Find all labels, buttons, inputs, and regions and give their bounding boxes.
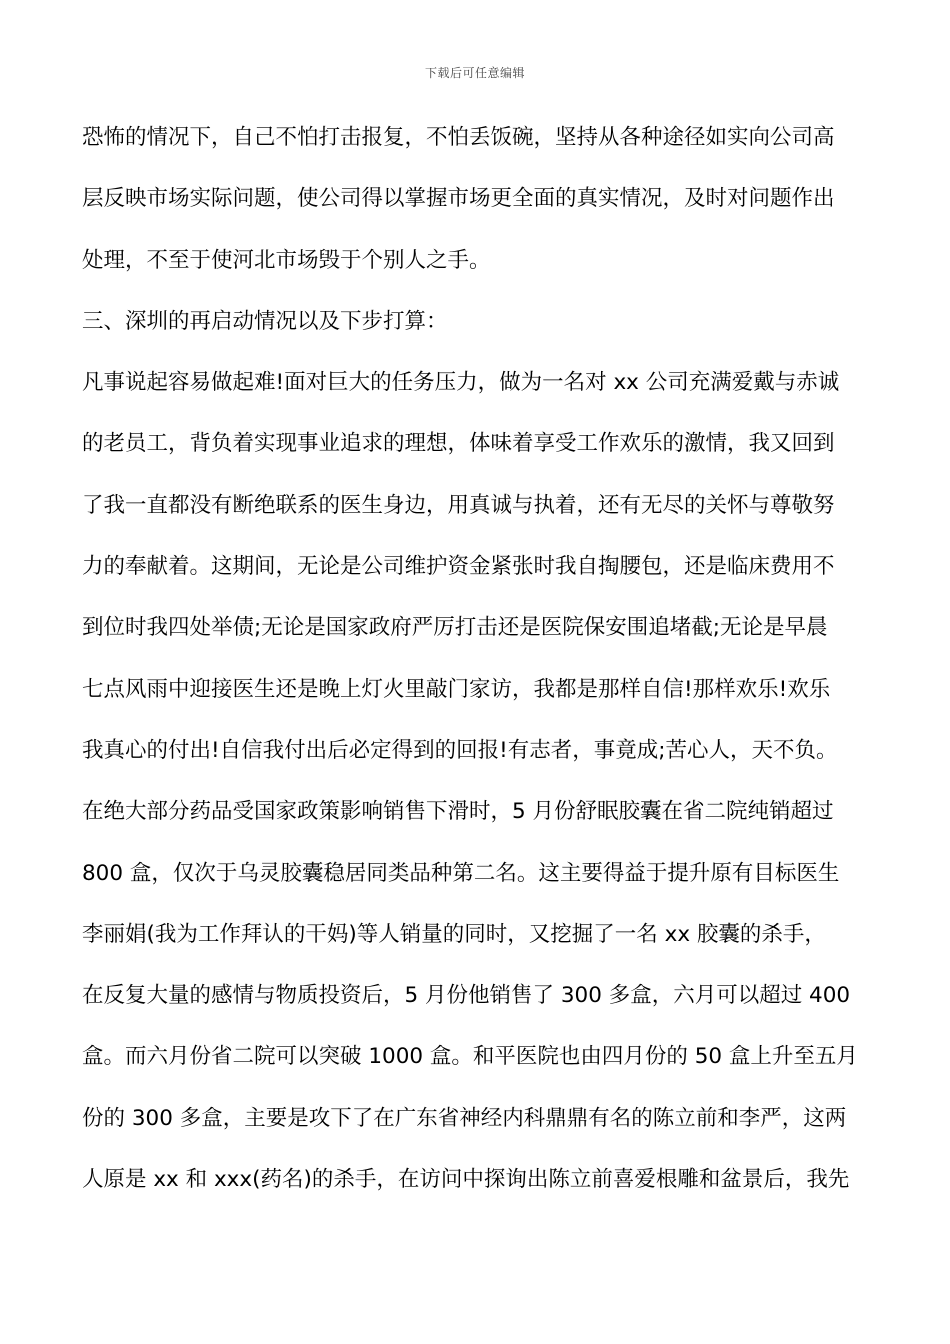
text-line: 凡事说起容易做起难!面对巨大的任务压力，做为一名对 xx 公司充满爱戴与赤诚 xyxy=(82,370,840,396)
text-line: 了我一直都没有断绝联系的医生身边，用真诚与执着，还有无尽的关怀与尊敬努 xyxy=(82,492,835,518)
text-line: 人原是 xx 和 xxx(药名)的杀手，在访问中探询出陈立前喜爱根雕和盆景后，我先 xyxy=(82,1167,850,1193)
text-line: 的老员工，背负着实现事业追求的理想，体味着享受工作欢乐的激情，我又回到 xyxy=(82,431,835,457)
text-line: 处理，不至于使河北市场毁于个别人之手。 xyxy=(82,247,491,273)
text-line: 层反映市场实际问题，使公司得以掌握市场更全面的真实情况，及时对问题作出 xyxy=(82,186,835,212)
page-header: 下载后可任意编辑 xyxy=(424,66,525,80)
document-body xyxy=(82,118,882,1221)
text-line: 在反复大量的感情与物质投资后，5 月份他销售了 300 多盒，六月可以超过 400 xyxy=(82,983,851,1009)
text-line: 七点风雨中迎接医生还是晚上灯火里敲门家访，我都是那样自信!那样欢乐!欢乐 xyxy=(82,676,831,702)
text-line: 我真心的付出!自信我付出后必定得到的回报!有志者，事竟成;苦心人，天不负。 xyxy=(82,737,838,763)
text-line: 在绝大部分药品受国家政策影响销售下滑时，5 月份舒眠胶囊在省二院纯销超过 xyxy=(82,799,834,825)
text-line: 到位时我四处举债;无论是国家政府严厉打击还是医院保安围追堵截;无论是早晨 xyxy=(82,615,828,641)
text-line: 李丽娟(我为工作拜认的干妈)等人销量的同时，又挖掘了一名 xx 胶囊的杀手， xyxy=(82,921,826,947)
text-line: 800 盒，仅次于乌灵胶囊稳居同类品种第二名。这主要得益于提升原有目标医生 xyxy=(82,860,840,886)
section-heading: 三、深圳的再启动情况以及下步打算： xyxy=(82,308,448,334)
text-line: 力的奉献着。这期间，无论是公司维护资金紧张时我自掏腰包，还是临床费用不 xyxy=(82,554,835,580)
text-line: 恐怖的情况下，自己不怕打击报复，不怕丢饭碗，坚持从各种途径如实向公司高 xyxy=(82,125,835,150)
text-line: 盒。而六月份省二院可以突破 1000 盒。和平医院也由四月份的 50 盒上升至五月 xyxy=(82,1044,858,1070)
text-line: 份的 300 多盒，主要是攻下了在广东省神经内科鼎鼎有名的陈立前和李严，这两 xyxy=(82,1105,847,1131)
